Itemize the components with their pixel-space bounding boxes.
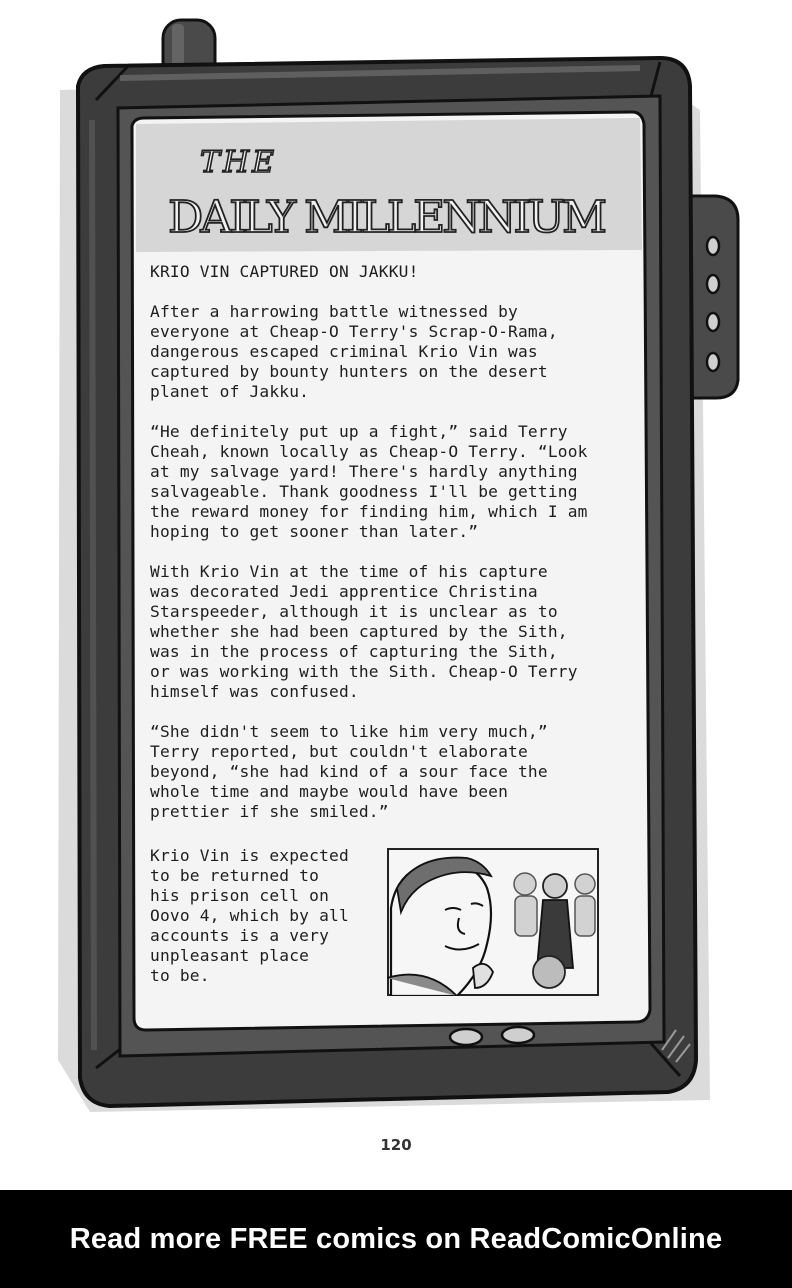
masthead-title: DAILY MILLENNIUM (168, 192, 608, 243)
article-paragraph: After a harrowing battle witnessed by everyone at Cheap-O Terry's Scrap-O-Rama, dangerous escaped criminal Krio Vin was captured by bounty hunters on the desert planet of Jakku. (150, 302, 558, 401)
footer-link-text[interactable]: Read more FREE comics on ReadComicOnline (69, 1222, 723, 1255)
side-button-icon (707, 353, 719, 371)
side-button-icon (707, 313, 719, 331)
footer-banner[interactable] (0, 1190, 792, 1288)
bottom-button-icon (450, 1029, 482, 1045)
article-paragraph: With Krio Vin at the time of his capture was decorated Jedi apprentice Christina Starspeeder, although it is unclear as to whether she had been captured by the Sith, was in the process of capturing the Sith, or was working with the Sith. Cheap-O Terry himself was confused. (150, 562, 578, 701)
page-number: 120 (380, 1136, 412, 1154)
article-paragraph: “He definitely put up a fight,” said Terry Cheah, known locally as Cheap-O Terry. “Look at my salvage yard! There's hardly anything salvageable. Thank goodness I'll be getting the reward money for finding him, which I am hoping to get sooner than later.” (150, 422, 588, 541)
bottom-button-icon (502, 1027, 534, 1043)
article-photo (387, 848, 599, 996)
article-body (150, 262, 634, 842)
masthead-small: THE (200, 145, 278, 180)
newspaper-masthead (136, 128, 638, 252)
side-button-icon (707, 275, 719, 293)
article-paragraph: “She didn't seem to like him very much,” Terry reported, but couldn't elaborate beyond, “she had kind of a sour face the whole time and maybe would have been prettier if she smiled.” (150, 722, 548, 821)
article-closing: Krio Vin is expected to be returned to his prison cell on Oovo 4, which by all accounts is a very unpleasant place to be. (150, 846, 349, 985)
article-headline: KRIO VIN CAPTURED ON JAKKU! (150, 262, 419, 281)
krio-vin-face-icon (387, 858, 493, 996)
side-button-icon (707, 237, 719, 255)
